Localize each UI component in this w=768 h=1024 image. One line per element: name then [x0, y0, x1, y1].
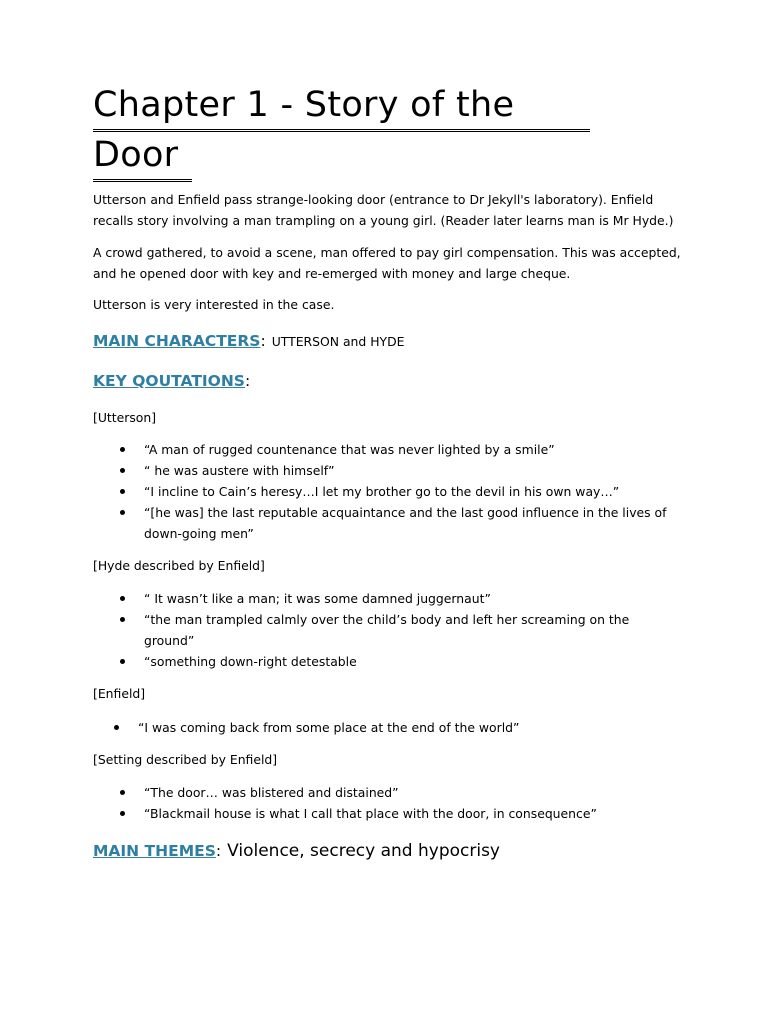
bullet-icon: [120, 811, 125, 816]
list-item: [118, 803, 678, 824]
quote-text: “The door… was blistered and distained”: [144, 785, 399, 800]
bullet-icon: [120, 489, 125, 494]
quote-list-setting: [118, 782, 678, 824]
bullet-icon: [120, 596, 125, 601]
main-themes-heading: [93, 840, 500, 862]
bullet-icon: [120, 659, 125, 664]
main-characters-value: UTTERSON and HYDE: [271, 334, 405, 349]
bullet-icon: [114, 725, 119, 730]
main-characters-label: MAIN CHARACTERS: [93, 332, 261, 350]
quote-text: “the man trampled calmly over the child’s body and left her screaming on the ground”: [144, 612, 630, 648]
summary-paragraph-1: Utterson and Enfield pass strange-looking door (entrance to Dr Jekyll's laboratory). Enfield recalls story involving a man trampling on a young girl. (Reader later learns man is Mr Hyde.): [93, 192, 674, 228]
title-line-1: Chapter 1 - Story of the: [93, 82, 590, 132]
quote-list-enfield: [112, 717, 672, 738]
quote-text: “I was coming back from some place at the end of the world”: [138, 720, 520, 735]
list-item: [118, 651, 678, 672]
quote-text: “A man of rugged countenance that was never lighted by a smile”: [144, 442, 555, 457]
list-item: [112, 717, 672, 738]
list-item: [118, 502, 678, 544]
main-themes-value: Violence, secrecy and hypocrisy: [227, 841, 500, 861]
bullet-icon: [120, 510, 125, 515]
page-title: [93, 82, 693, 182]
section-heading-utterson: [Utterson]: [93, 410, 157, 425]
section-heading-setting: [Setting described by Enfield]: [93, 752, 278, 767]
section-heading-hyde: [Hyde described by Enfield]: [93, 558, 265, 573]
key-quotations-heading: [93, 370, 250, 392]
key-quotations-label: KEY QOUTATIONS: [93, 372, 245, 390]
list-item: [118, 460, 678, 481]
list-item: [118, 609, 678, 651]
quote-text: “ he was austere with himself”: [144, 463, 335, 478]
quote-list-hyde: [118, 588, 678, 672]
list-item: [118, 782, 678, 803]
summary-paragraph-3: Utterson is very interested in the case.: [93, 297, 335, 312]
section-heading-enfield: [Enfield]: [93, 686, 146, 701]
summary-paragraph-2: A crowd gathered, to avoid a scene, man offered to pay girl compensation. This was accepted, and he opened door with key and re-emerged with money and large cheque.: [93, 245, 681, 281]
quote-text: “ It wasn’t like a man; it was some damned juggernaut”: [144, 591, 491, 606]
list-item: [118, 439, 678, 460]
bullet-icon: [120, 617, 125, 622]
title-line-2: Door: [93, 132, 192, 182]
bullet-icon: [120, 447, 125, 452]
main-themes-label: MAIN THEMES: [93, 842, 216, 860]
quote-text: “[he was] the last reputable acquaintance and the last good influence in the lives of down-going men”: [144, 505, 667, 541]
main-themes-colon: :: [215, 842, 222, 860]
quote-text: “something down-right detestable: [144, 654, 357, 669]
key-quotations-colon: :: [244, 372, 251, 390]
bullet-icon: [120, 790, 125, 795]
list-item: [118, 481, 678, 502]
quote-list-utterson: [118, 439, 678, 544]
list-item: [118, 588, 678, 609]
main-characters-heading: [93, 330, 404, 353]
quote-text: “I incline to Cain’s heresy…I let my brother go to the devil in his own way…”: [144, 484, 620, 499]
main-characters-colon: :: [260, 332, 266, 350]
bullet-icon: [120, 468, 125, 473]
quote-text: “Blackmail house is what I call that place with the door, in consequence”: [144, 806, 597, 821]
